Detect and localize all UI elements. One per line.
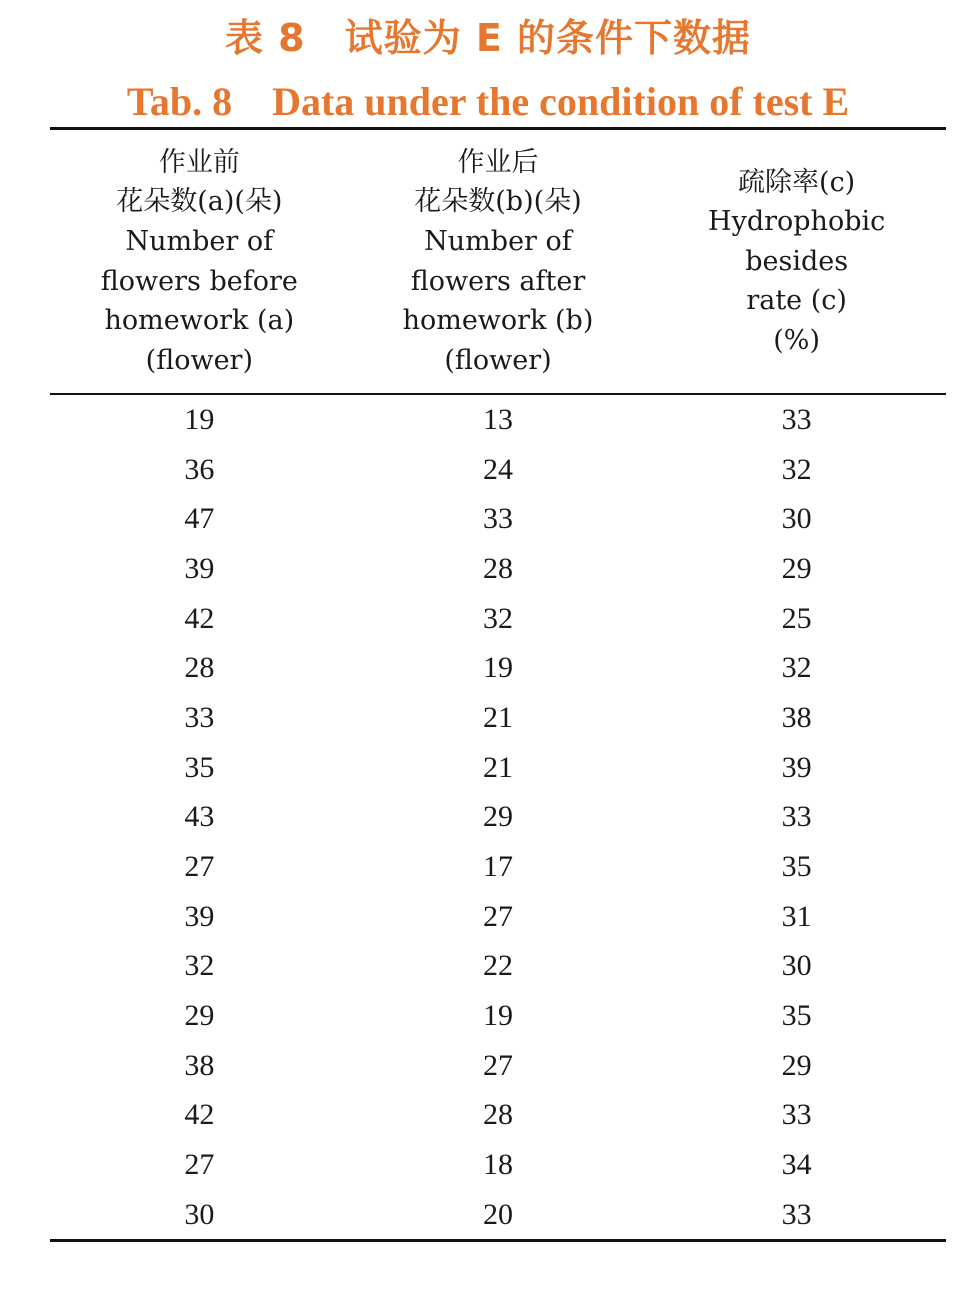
cell-flowers-before: 27 (184, 850, 215, 884)
cell-flowers-before: 30 (184, 1197, 215, 1231)
header-line: (%) (773, 324, 820, 356)
cell-flowers-before: 39 (184, 899, 215, 933)
header-line: 作业前 (158, 146, 240, 178)
header-line: Hydrophobic (708, 206, 886, 238)
cell-thinning-rate: 32 (781, 452, 812, 486)
column-header-flowers-before (50, 130, 349, 393)
cell-flowers-after: 13 (482, 402, 513, 436)
cell-thinning-rate: 35 (781, 850, 812, 884)
header-line: homework (a) (104, 305, 295, 337)
header-line: Number of (125, 225, 274, 257)
cell-flowers-before: 42 (184, 601, 215, 635)
cell-thinning-rate: 33 (781, 402, 812, 436)
cell-thinning-rate: 33 (781, 1197, 812, 1231)
cell-flowers-before: 28 (184, 651, 215, 685)
cell-flowers-before: 27 (184, 1148, 215, 1182)
header-line: Number of (424, 225, 572, 257)
cell-flowers-before: 32 (184, 949, 215, 983)
cell-thinning-rate: 29 (781, 1048, 812, 1082)
cell-flowers-after: 27 (482, 899, 513, 933)
bottom-rule (50, 1239, 946, 1242)
cell-flowers-after: 19 (482, 651, 513, 685)
cell-thinning-rate: 34 (781, 1148, 812, 1182)
header-line: (flower) (444, 344, 552, 376)
cell-flowers-after: 28 (482, 1098, 513, 1132)
cell-thinning-rate: 33 (781, 1098, 812, 1132)
cell-flowers-after: 27 (482, 1048, 513, 1082)
header-line: 作业后 (457, 146, 539, 178)
cell-thinning-rate: 35 (781, 999, 812, 1033)
table-row (50, 693, 946, 743)
header-line: besides (745, 245, 849, 277)
cell-thinning-rate: 32 (781, 651, 812, 685)
header-line: 花朵数(a)(朵) (116, 186, 283, 218)
table-row (50, 1140, 946, 1190)
cell-thinning-rate: 33 (781, 800, 812, 834)
cell-flowers-before: 35 (184, 750, 215, 784)
table-row (50, 743, 946, 793)
table-row (50, 842, 946, 892)
header-line: (flower) (145, 344, 253, 376)
table-row (50, 942, 946, 992)
table-row (50, 793, 946, 843)
header-line: rate (c) (746, 285, 847, 317)
cell-flowers-after: 22 (482, 949, 513, 983)
column-header-flowers-after (349, 130, 648, 393)
table-row (50, 594, 946, 644)
cell-thinning-rate: 25 (781, 601, 812, 635)
table-row (50, 892, 946, 942)
table-title-chinese: 表 8 试验为 E 的条件下数据 (224, 16, 752, 60)
table-row (50, 1041, 946, 1091)
table-row (50, 1190, 946, 1240)
table-row (50, 643, 946, 693)
cell-thinning-rate: 39 (781, 750, 812, 784)
header-line: homework (b) (402, 305, 594, 337)
header-line: flowers after (410, 265, 586, 297)
cell-thinning-rate: 38 (781, 700, 812, 734)
cell-flowers-after: 21 (482, 750, 513, 784)
table-row (50, 395, 946, 445)
cell-flowers-before: 33 (184, 700, 215, 734)
column-header-thinning-rate (647, 130, 946, 393)
cell-flowers-before: 38 (184, 1048, 215, 1082)
cell-flowers-before: 42 (184, 1098, 215, 1132)
cell-flowers-before: 39 (184, 551, 215, 585)
cell-flowers-after: 28 (482, 551, 513, 585)
cell-flowers-before: 19 (184, 402, 215, 436)
table-header (50, 130, 946, 393)
cell-flowers-after: 24 (482, 452, 513, 486)
cell-thinning-rate: 29 (781, 551, 812, 585)
cell-thinning-rate: 30 (781, 502, 812, 536)
cell-flowers-after: 17 (482, 850, 513, 884)
cell-flowers-before: 43 (184, 800, 215, 834)
cell-flowers-after: 19 (482, 999, 513, 1033)
cell-flowers-before: 29 (184, 999, 215, 1033)
header-line: flowers before (100, 265, 298, 297)
table-row (50, 544, 946, 594)
cell-flowers-after: 33 (482, 502, 513, 536)
table-body (50, 395, 946, 1240)
cell-flowers-before: 36 (184, 452, 215, 486)
table-title-english: Tab. 8 Data under the condition of test E (126, 79, 850, 124)
table-row (50, 1091, 946, 1141)
cell-flowers-after: 18 (482, 1148, 513, 1182)
table-row (50, 991, 946, 1041)
header-line: 花朵数(b)(朵) (414, 186, 582, 218)
cell-flowers-after: 20 (482, 1197, 513, 1231)
cell-thinning-rate: 30 (781, 949, 812, 983)
cell-flowers-after: 29 (482, 800, 513, 834)
table-row (50, 494, 946, 544)
table-row (50, 445, 946, 495)
header-line: 疏除率(c) (738, 166, 856, 198)
cell-flowers-after: 32 (482, 601, 513, 635)
cell-flowers-after: 21 (482, 700, 513, 734)
cell-flowers-before: 47 (184, 502, 215, 536)
cell-thinning-rate: 31 (781, 899, 812, 933)
